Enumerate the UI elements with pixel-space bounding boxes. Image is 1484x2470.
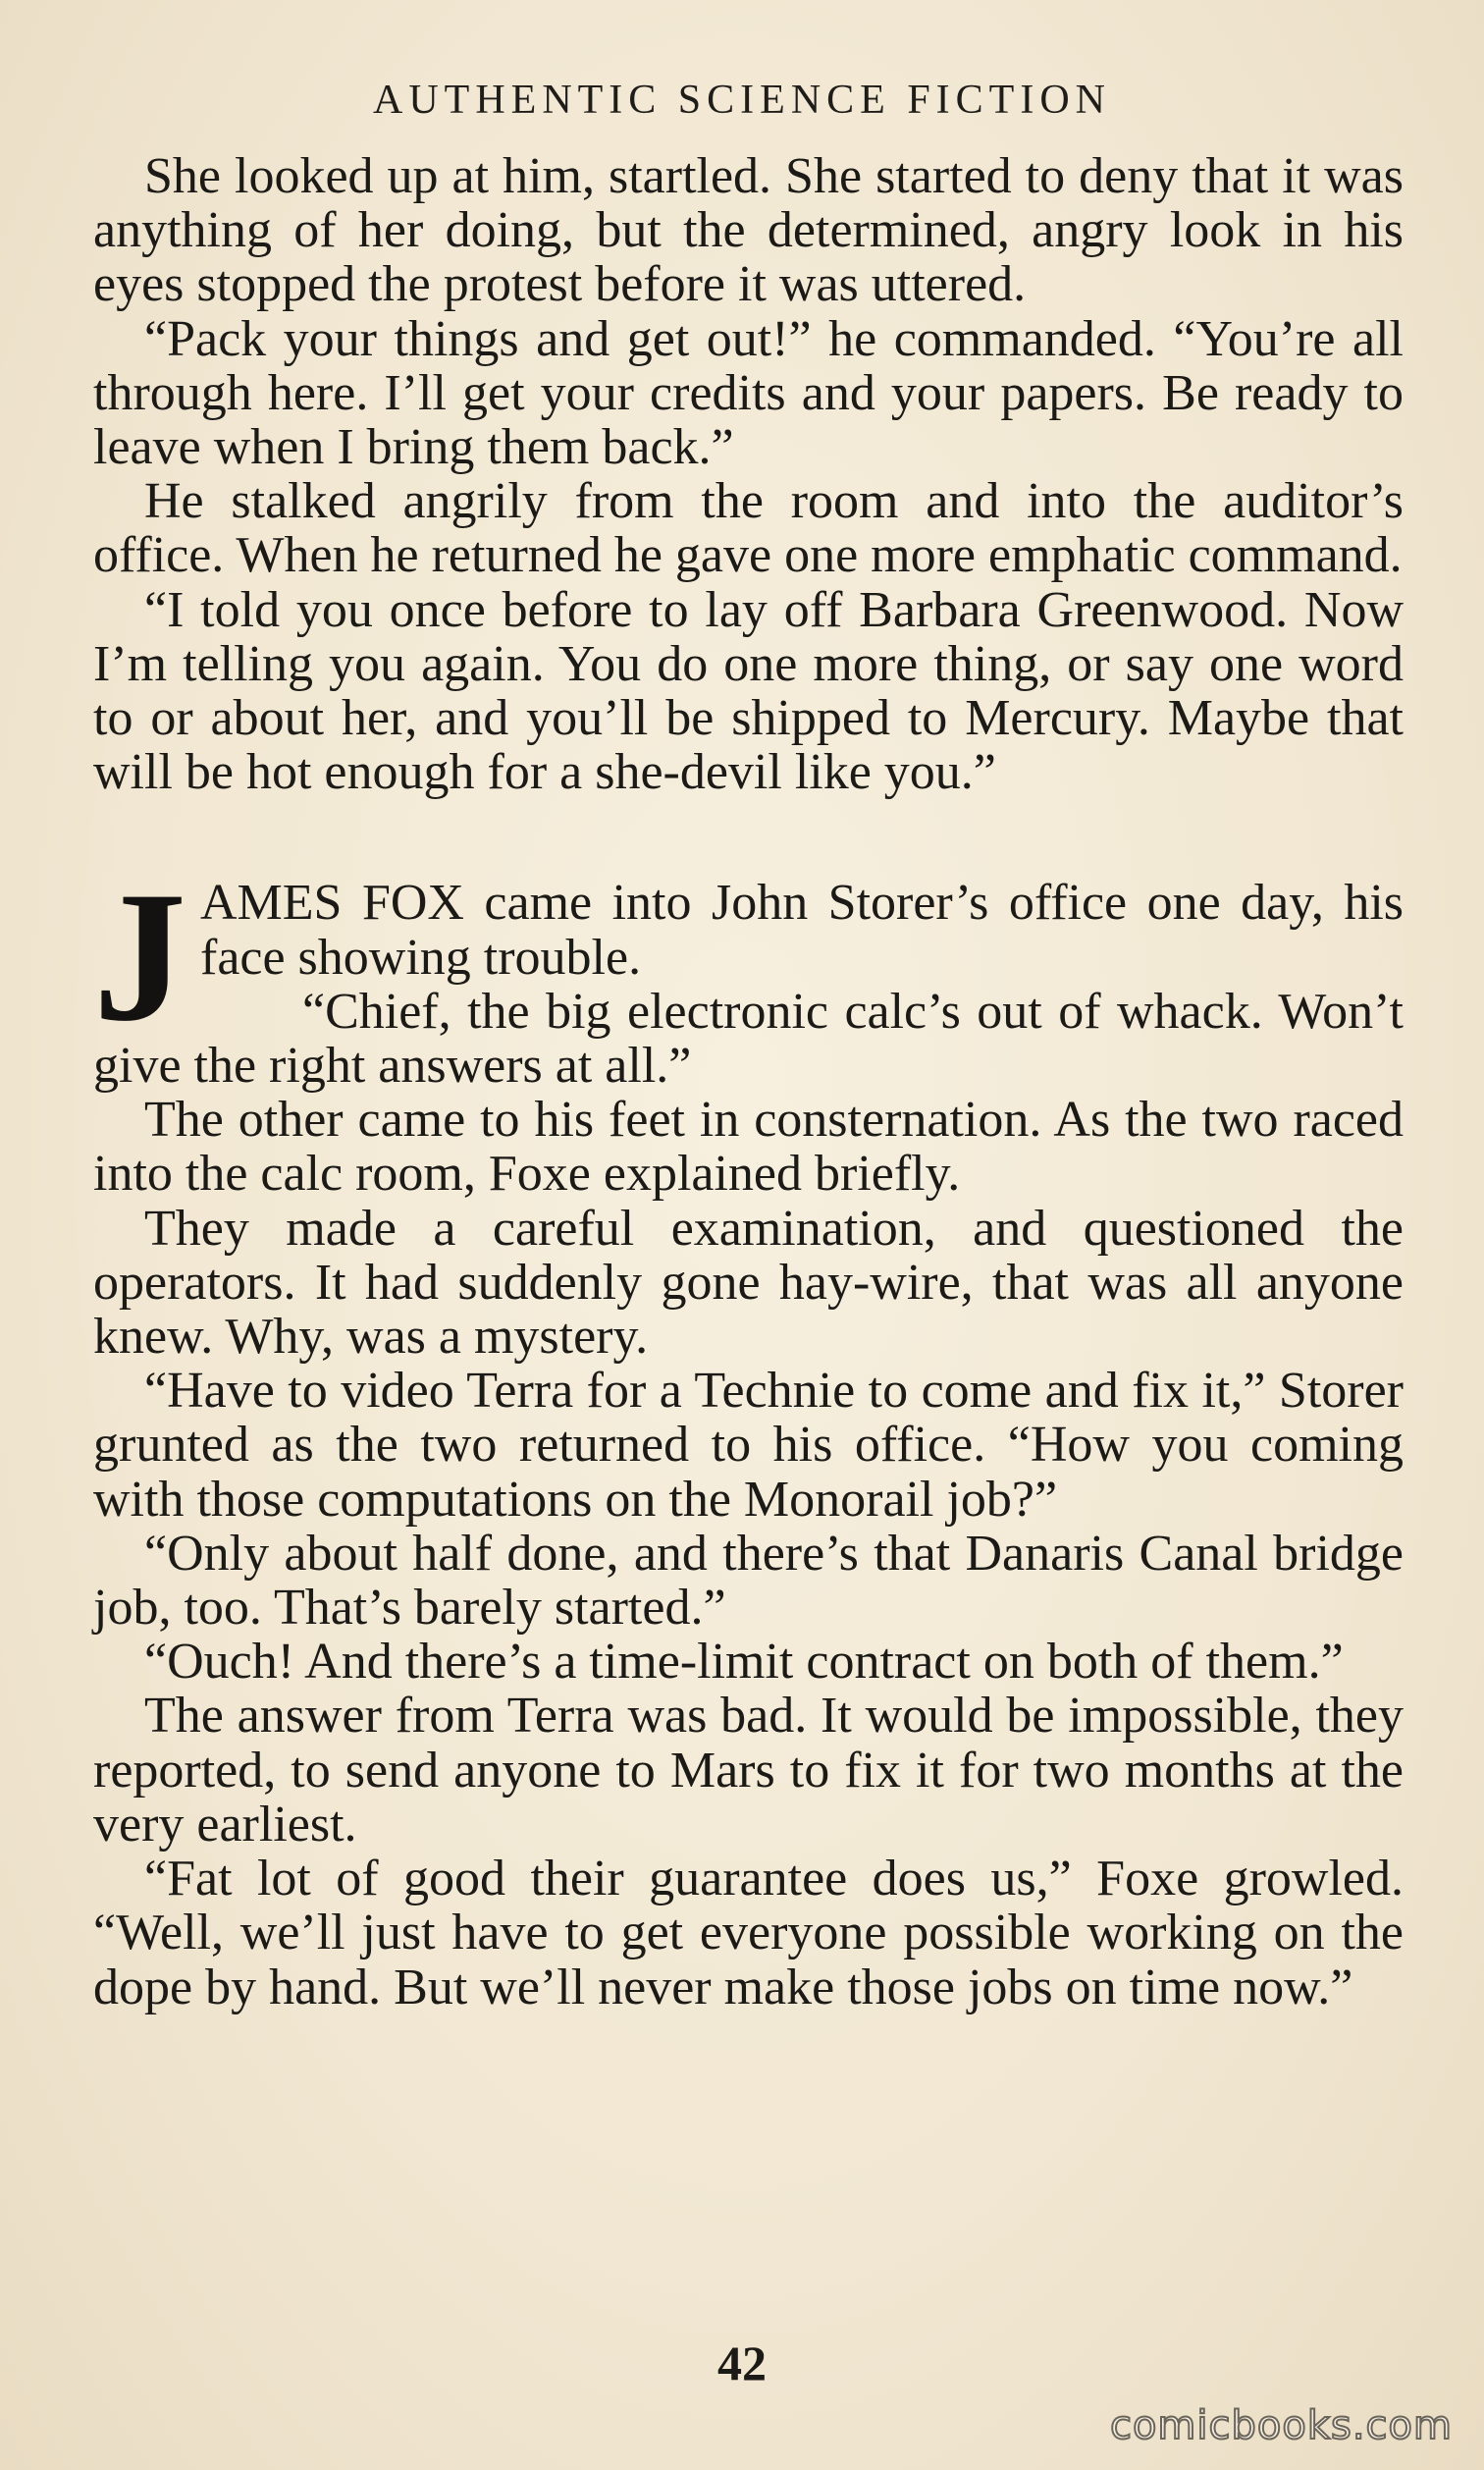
paragraph: “Fat lot of good their guarantee does us,” Foxe growled. “Well, we’ll just have to get everyone possible working on the dope by hand. But we’ll never make those jobs on time now.” [93, 1851, 1404, 2015]
section-break [93, 799, 1404, 876]
paragraph: “Ouch! And there’s a time-limit contract on both of them.” [144, 1634, 1344, 1691]
paragraph: The answer from Terra was bad. It would be impossible, they reported, to send anyone to Mars to fix it for two months at the very earliest. [93, 1688, 1404, 1852]
paragraph: She looked up at him, startled. She started to deny that it was anything of her doing, but the determined, angry look in his eyes stopped the protest before it was uttered. [93, 148, 1404, 313]
paragraph: “Pack your things and get out!” he commanded. “You’re all through here. I’ll get your credits and your papers. Be ready to leave when I bring them back.” [93, 310, 1404, 476]
paragraph: “Only about half done, and there’s that Danaris Canal bridge job, too. That’s barely started.” [93, 1525, 1404, 1637]
dropcap-paragraph-text: AMES FOX came into John Storer’s office one day, his face showing trouble. [200, 875, 1404, 986]
paragraph: “Chief, the big electronic calc’s out of whack. Won’t give the right answers at all.” [93, 983, 1404, 1095]
running-head: AUTHENTIC SCIENCE FICTION [373, 78, 1111, 123]
paragraph: “Have to video Terra for a Technie to come and fix it,” Storer grunted as the two returned to his office. “How you coming with those computations on the Monorail job?” [93, 1363, 1404, 1528]
paragraph: They made a careful examination, and questioned the operators. It had suddenly gone hay-wire, that was all anyone knew. Why, was a mystery. [93, 1200, 1404, 1366]
dropcap-letter: J [93, 854, 186, 1061]
body-text [93, 149, 1404, 2014]
page-number: 42 [717, 2336, 767, 2390]
paragraph: The other came to his feet in consternation. As the two raced into the calc room, Foxe explained briefly. [93, 1092, 1404, 1203]
paragraph: He stalked angrily from the room and into the auditor’s office. When he returned he gave one more emphatic command. [93, 473, 1404, 584]
paragraph: “I told you once before to lay off Barbara Greenwood. Now I’m telling you again. You do one more thing, or say one word to or about her, and you’ll be shipped to Mercury. Maybe that will be hot enough for a she-devil like you.” [93, 581, 1404, 801]
watermark: comicbooks.com [1109, 2403, 1453, 2448]
